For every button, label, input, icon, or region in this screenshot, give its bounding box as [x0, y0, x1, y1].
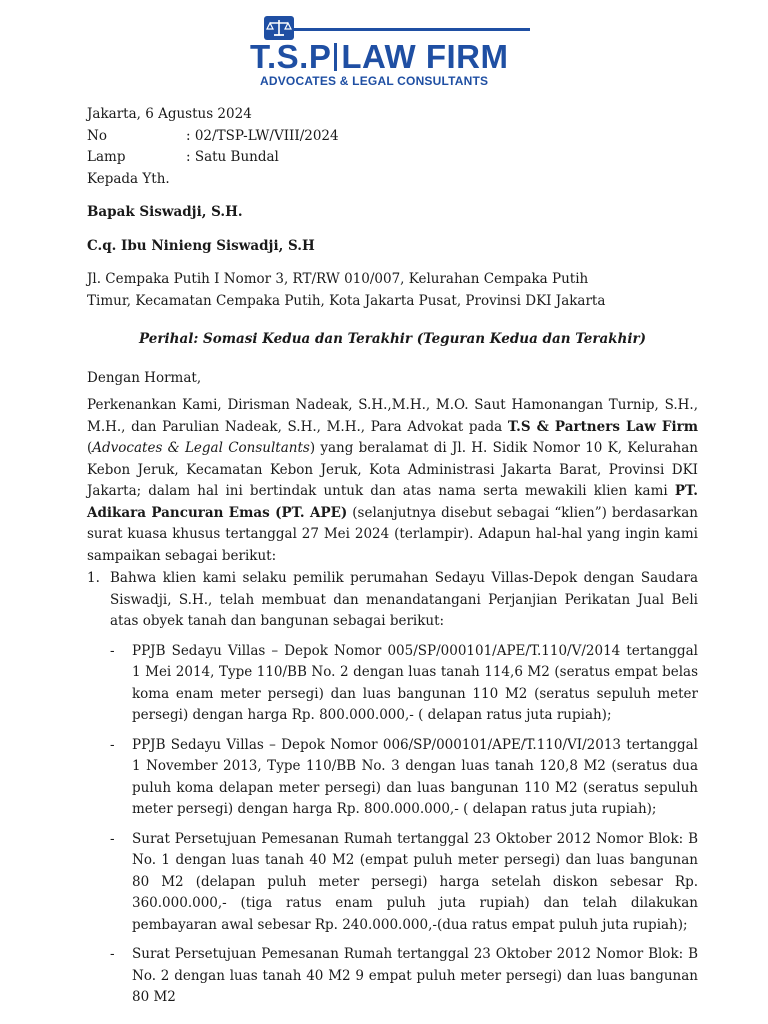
firm-name-bold: T.S & Partners Law Firm	[507, 418, 699, 435]
firm-tagline: ADVOCATES & LEGAL CONSULTANTS	[260, 74, 489, 88]
recipient-name: Bapak Siswadji, S.H.	[87, 204, 243, 220]
list-item	[110, 944, 698, 1009]
meta-row-attachment	[87, 147, 698, 169]
point-text: Bahwa klien kami selaku pemilik perumahan Sedayu Villas-Depok dengan Saudara Siswadji, S.H., telah membuat dan menandatangani Perjanjian Perikatan Jual Beli atas obyek tanah dan bangunan sebagai berikut:	[110, 570, 698, 629]
firm-prefix: T.S.P	[250, 38, 332, 75]
letterhead-rule	[294, 28, 530, 31]
list-item-text: Surat Persetujuan Pemesanan Rumah tertanggal 23 Oktober 2012 Nomor Blok: B No. 1 dengan luas tanah 40 M2 (empat puluh meter persegi) dan luas bangunan 80 M2 (delapan puluh meter persegi) harga setelah diskon sebesar Rp. 360.000.000,- (tiga ratus enam puluh juta rupiah) dan telah dilakukan pembayaran awal sebesar Rp. 240.000.000,-(dua ratus empat puluh juta rupiah);	[132, 830, 698, 933]
list-item-text: PPJB Sedayu Villas – Depok Nomor 005/SP/000101/APE/T.110/V/2014 tertanggal 1 Mei 2014, Type 110/BB No. 2 dengan luas tanah 114,6 M2 (seratus empat belas koma enam meter persegi) dan luas bangunan 110 M2 (seratus sepuluh meter persegi) dengan harga Rp. 800.000.000,- ( delapan ratus juta rupiah);	[132, 642, 698, 723]
list-item	[110, 641, 698, 727]
scales-of-justice-icon	[264, 16, 294, 40]
recipient-address	[87, 269, 698, 312]
to-label: Kepada Yth.	[87, 170, 170, 187]
list-item-text: Surat Persetujuan Pemesanan Rumah tertanggal 23 Oktober 2012 Nomor Blok: B No. 2 dengan luas tanah 40 M2 9 empat puluh meter persegi) dan luas bangunan 80 M2	[132, 946, 698, 1005]
list-dash: -	[110, 736, 115, 753]
list-dash: -	[110, 642, 115, 659]
address-line: Jl. Cempaka Putih I Nomor 3, RT/RW 010/007, Kelurahan Cempaka Putih	[87, 271, 589, 287]
client-name-bold: PT. Adikara Pancuran Emas (PT. APE)	[87, 483, 698, 521]
intro-paragraph	[87, 395, 698, 567]
list-dash: -	[110, 946, 115, 962]
greeting: Dengan Hormat,	[87, 369, 202, 386]
meta-value: : Satu Bundal	[186, 149, 279, 165]
firm-name: LAW FIRM	[341, 38, 509, 75]
address-line: Timur, Kecamatan Cempaka Putih, Kota Jakarta Pusat, Provinsi DKI Jakarta	[87, 292, 606, 309]
meta-value: : 02/TSP-LW/VIII/2024	[186, 127, 339, 144]
numbered-point-1	[87, 568, 698, 633]
place-date: Jakarta, 6 Agustus 2024	[87, 106, 252, 122]
recipient-cq: C.q. Ibu Ninieng Siswadji, S.H	[87, 237, 315, 254]
list-item	[110, 829, 698, 937]
letter-body	[87, 104, 698, 1009]
list-item	[110, 735, 698, 821]
subject-line: Perihal: Somasi Kedua dan Terakhir (Teguran Kedua dan Terakhir)	[139, 331, 646, 347]
meta-label: No	[87, 127, 107, 144]
logo-divider	[334, 43, 337, 71]
intro-text: Perkenankan Kami, Dirisman Nadeak, S.H.,M.H., M.O. Saut Hamonangan Turnip, S.H., M.H., dan Parulian Nadeak, S.H., M.H., Para Advokat pada	[87, 397, 698, 435]
intro-text: ) yang beralamat di Jl. H. Sidik Nomor 10 K, Kelurahan Kebon Jeruk, Kecamatan Kebon Jeruk, Kota Administrasi Jakarta Barat, Provinsi DKI Jakarta; dalam hal ini bertindak untuk dan atas nama serta mewakili klien kami	[87, 440, 698, 499]
letterhead	[250, 14, 540, 88]
meta-row-number	[87, 126, 698, 148]
firm-logo-text	[250, 40, 509, 73]
firm-descriptor-italic: Advocates & Legal Consultants	[92, 440, 310, 456]
intro-text: (selanjutnya disebut sebagai “klien”) berdasarkan surat kuasa khusus tertanggal 27 Mei 2024 (terlampir). Adapun hal-hal yang ingin kami sampaikan sebagai berikut:	[87, 504, 698, 564]
point-number: 1.	[87, 570, 100, 586]
list-item-text: PPJB Sedayu Villas – Depok Nomor 006/SP/000101/APE/T.110/VI/2013 tertanggal 1 November 2013, Type 110/BB No. 3 dengan luas tanah 120,8 M2 (seratus dua puluh koma delapan meter persegi) dan luas bangunan 110 M2 (seratus sepuluh meter persegi) dengan harga Rp. 800.000.000,- ( delapan ratus juta rupiah);	[132, 736, 698, 817]
list-dash: -	[110, 830, 115, 847]
meta-label: Lamp	[87, 149, 126, 165]
intro-text: (	[87, 440, 93, 456]
